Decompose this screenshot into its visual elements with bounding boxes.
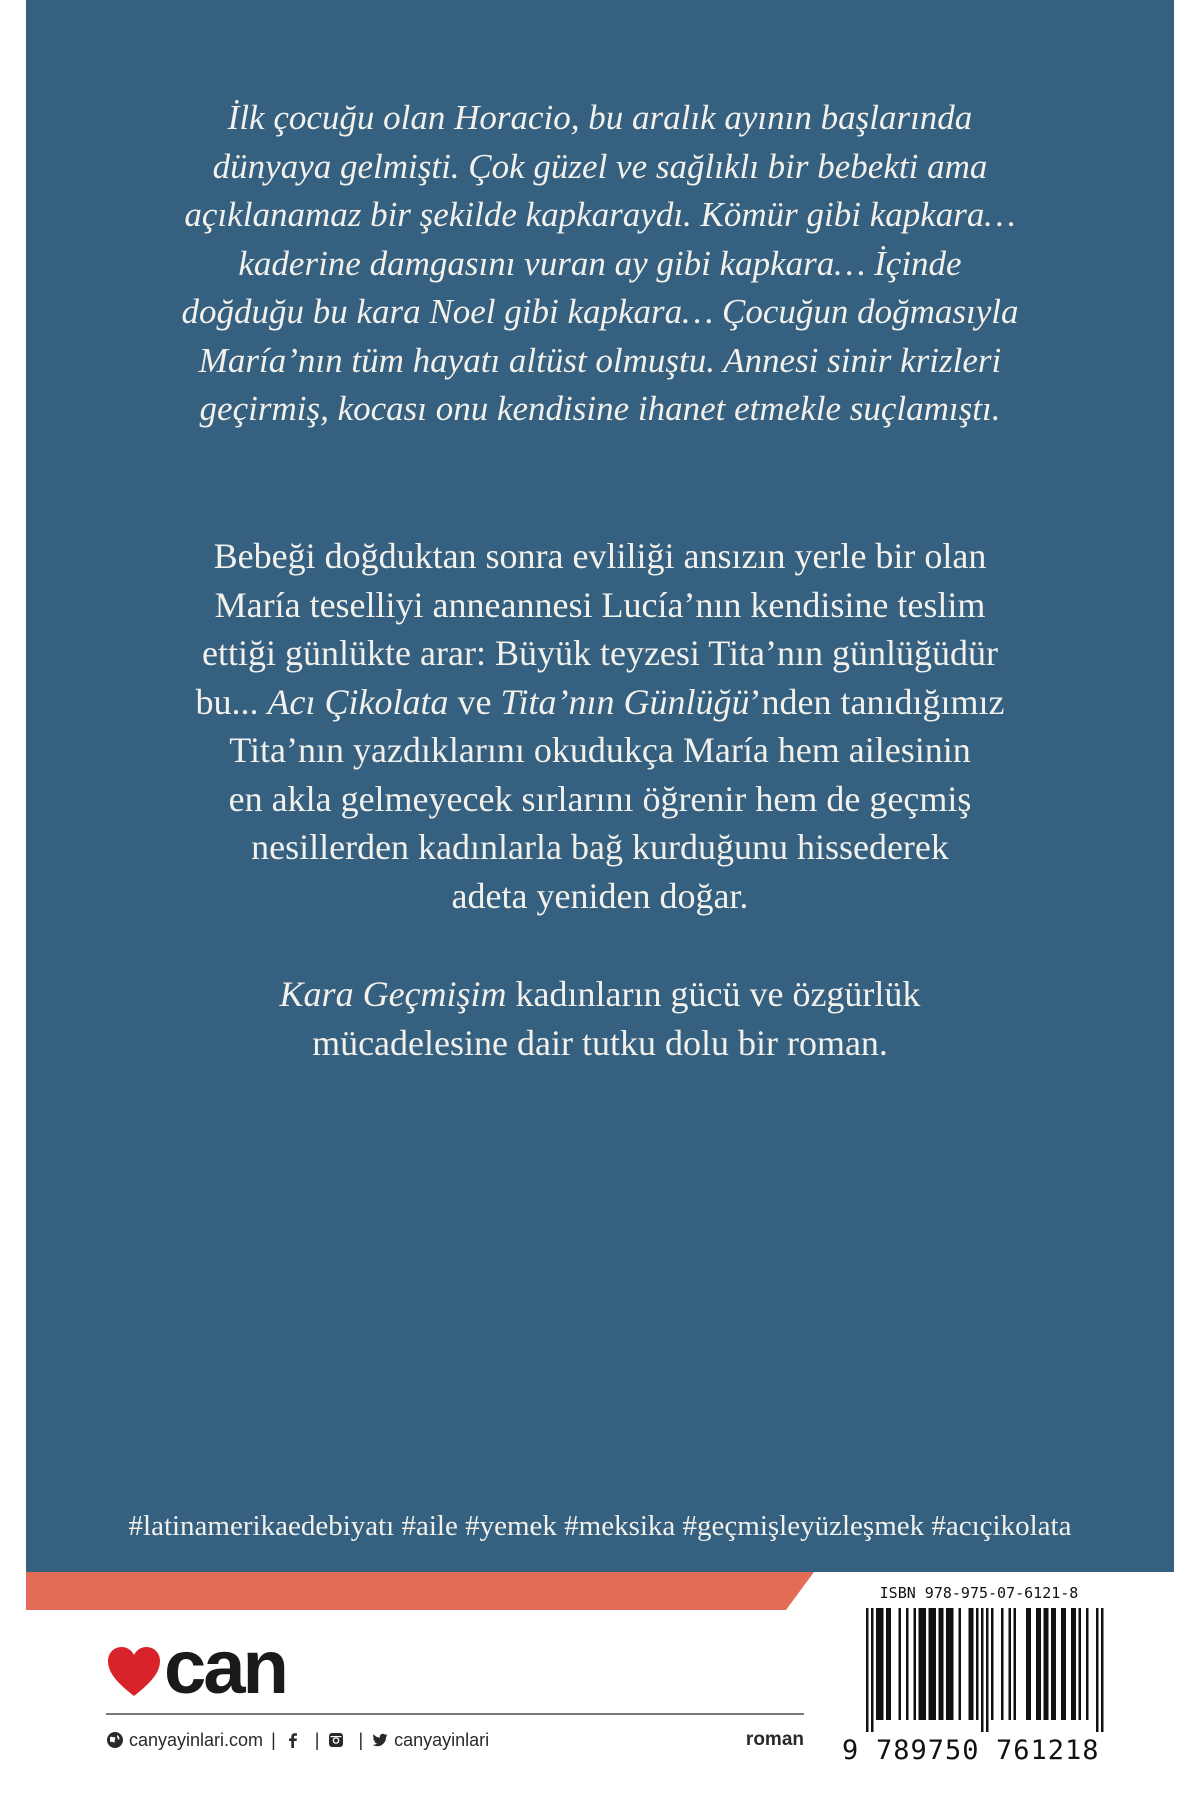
barcode-bar xyxy=(1079,1608,1082,1720)
barcode-bar xyxy=(1064,1608,1067,1720)
barcode-bar xyxy=(876,1608,879,1720)
barcode-bar xyxy=(1061,1608,1064,1720)
barcode-bar xyxy=(949,1608,952,1720)
barcode-bar xyxy=(1044,1608,1047,1720)
website-link[interactable]: canyayinlari.com xyxy=(129,1729,264,1750)
barcode-bar xyxy=(889,1608,892,1720)
barcode-bar xyxy=(969,1608,972,1720)
blurb-excerpt-line: María’nın tüm hayatı altüst olmuştu. Annesi sinir krizleri xyxy=(198,340,1002,380)
barcode-bar xyxy=(929,1608,932,1720)
barcode-bar xyxy=(1074,1608,1077,1720)
blurb-description-line: adeta yeniden doğar. xyxy=(451,875,749,916)
blurb-closing-line: mücadelesine dair tutku dolu bir roman. xyxy=(312,1022,888,1063)
publisher-logo-text: can xyxy=(164,1625,286,1710)
barcode-bar xyxy=(881,1608,884,1720)
footer-separator: | xyxy=(271,1729,276,1750)
barcode-bar xyxy=(971,1608,974,1720)
barcode-bar xyxy=(871,1608,874,1732)
barcode-bar xyxy=(1046,1608,1049,1720)
blurb-excerpt-line: doğduğu bu kara Noel gibi kapkara… Çocuğun doğmasıyla xyxy=(181,292,1019,331)
barcode-bar xyxy=(886,1608,889,1720)
footer-divider xyxy=(106,1713,804,1715)
barcode-bar xyxy=(931,1608,934,1720)
barcode-bar xyxy=(951,1608,954,1720)
blurb-description-line: en akla gelmeyecek sırlarını öğrenir hem de geçmiş xyxy=(228,778,972,819)
barcode-bar xyxy=(939,1608,942,1720)
blurb-description-line: ettiği günlükte arar: Büyük teyzesi Tita’nın günlüğüdür xyxy=(202,633,998,673)
barcode-digits-right: 761218 xyxy=(996,1735,1100,1766)
book-title-reference: Acı Çikolata xyxy=(267,681,449,722)
barcode-bar xyxy=(1026,1608,1029,1720)
barcode-bar xyxy=(1014,1608,1017,1720)
blurb-excerpt-line: açıklanamaz bir şekilde kapkaraydı. Kömür gibi kapkara… xyxy=(184,195,1016,234)
blurb-excerpt xyxy=(96,94,1104,434)
barcode-bar xyxy=(1096,1608,1099,1732)
barcode-bar xyxy=(991,1608,994,1720)
barcode-bar xyxy=(1101,1608,1104,1732)
genre-label: roman xyxy=(745,1729,804,1750)
barcode-bar xyxy=(906,1608,909,1720)
barcode-bar xyxy=(1039,1608,1042,1720)
barcode-bar xyxy=(959,1608,962,1720)
publisher-logo xyxy=(106,1625,286,1710)
blurb-closing-line xyxy=(96,970,1104,1019)
barcode-bar xyxy=(986,1608,989,1732)
book-title: Kara Geçmişim xyxy=(279,974,507,1014)
barcode-bar xyxy=(899,1608,902,1720)
instagram-icon[interactable] xyxy=(327,1731,345,1749)
publisher-footer xyxy=(106,1727,804,1753)
globe-icon xyxy=(106,1731,124,1749)
barcode-bar xyxy=(1051,1608,1054,1720)
blurb-excerpt-line: İlk çocuğu olan Horacio, bu aralık ayının başlarında xyxy=(227,98,973,137)
hashtags: #latinamerikaedebiyatı #aile #yemek #meksika #geçmişleyüzleşmek #acıçikolata xyxy=(128,1510,1072,1542)
barcode-bar xyxy=(1001,1608,1004,1720)
blurb-description-line: Bebeği doğduktan sonra evliliği ansızın yerle bir olan xyxy=(213,536,987,576)
barcode-bar xyxy=(1054,1608,1057,1720)
twitter-icon[interactable] xyxy=(371,1731,389,1749)
barcode-bar xyxy=(914,1608,917,1720)
footer-separator: | xyxy=(314,1729,320,1750)
heart-icon xyxy=(106,1644,162,1700)
social-handle[interactable]: canyayinlari xyxy=(394,1729,490,1750)
barcode-bar xyxy=(976,1608,979,1720)
blurb-text: kadınların gücü ve özgürlük xyxy=(506,974,921,1014)
barcode-bar xyxy=(981,1608,984,1732)
blurb-text: ’nden tanıdığımız xyxy=(749,681,1005,722)
barcode-bar xyxy=(879,1608,882,1720)
barcode-bar xyxy=(934,1608,937,1720)
blurb-description-line: María teselliyi anneannesi Lucía’nın kendisine teslim xyxy=(214,584,986,625)
footer-separator: | xyxy=(358,1729,364,1750)
blurb-closing xyxy=(96,970,1104,1067)
barcode-bar xyxy=(921,1608,924,1720)
blurb-excerpt-line: kaderine damgasını vuran ay gibi kapkara… İçinde xyxy=(238,243,962,283)
blurb-excerpt-line: dünyaya gelmişti. Çok güzel ve sağlıklı bir bebekti ama xyxy=(212,146,988,186)
barcode-bar xyxy=(1009,1608,1012,1720)
barcode-bar xyxy=(1036,1608,1039,1720)
barcode-digit-first: 9 xyxy=(842,1735,859,1766)
barcode-digits-left: 789750 xyxy=(876,1735,980,1766)
barcode-bar xyxy=(1071,1608,1074,1720)
barcode-bar xyxy=(924,1608,927,1720)
cover-panel xyxy=(26,0,1174,1572)
blurb-description-line xyxy=(96,678,1104,727)
barcode-bar xyxy=(1086,1608,1089,1720)
blurb-description-line: nesillerden kadınlarla bağ kurduğunu hissederek xyxy=(251,827,949,867)
barcode-bar xyxy=(866,1608,869,1732)
barcode-bar xyxy=(919,1608,922,1720)
isbn-label: ISBN 978-975-07-6121-8 xyxy=(879,1584,1079,1602)
blurb-text: bu... xyxy=(195,681,268,722)
barcode-bar xyxy=(1029,1608,1032,1720)
book-title-reference: Tita’nın Günlüğü xyxy=(500,681,750,722)
book-back-cover xyxy=(26,0,1174,1800)
blurb-text: ve xyxy=(448,681,501,722)
accent-stripe xyxy=(26,1572,814,1610)
barcode-bar xyxy=(941,1608,944,1720)
blurb-description xyxy=(96,532,1104,920)
barcode-bar xyxy=(946,1608,949,1720)
blurb-excerpt-line: geçirmiş, kocası onu kendisine ihanet etmekle suçlamıştı. xyxy=(199,389,1001,428)
blurb-description-line: Tita’nın yazdıklarını okudukça María hem ailesinin xyxy=(229,730,971,770)
isbn-barcode-block xyxy=(838,1582,1120,1768)
facebook-icon[interactable] xyxy=(284,1731,302,1749)
barcode xyxy=(844,1608,1114,1732)
